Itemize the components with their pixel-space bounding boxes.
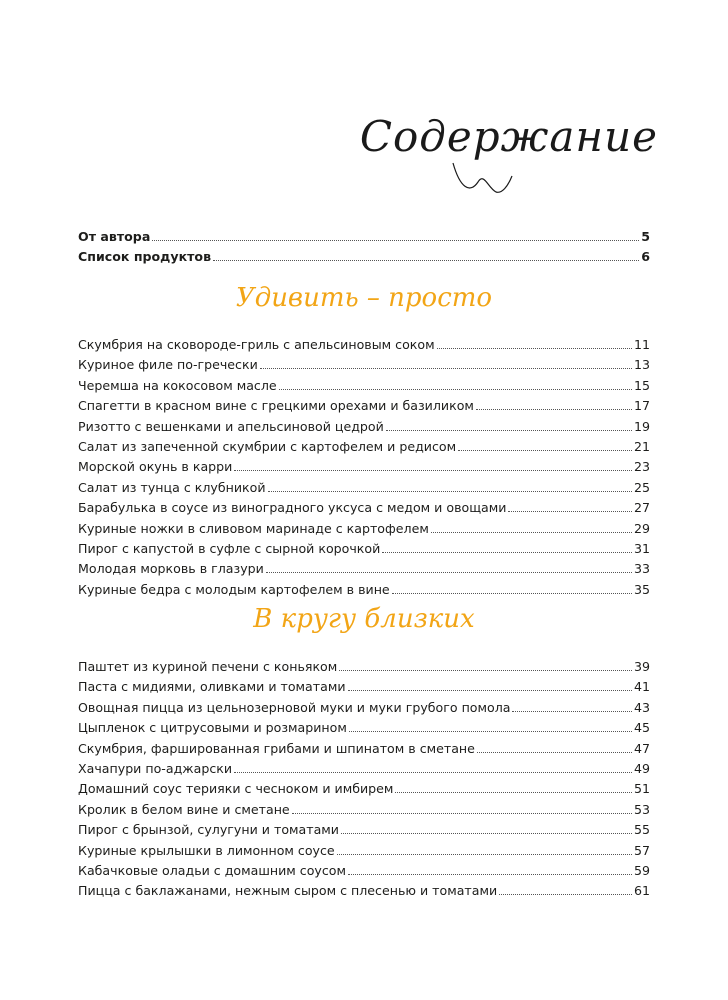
toc-entry-page-number: 55 [633,822,650,837]
toc-entry-page-number: 23 [633,459,650,474]
toc-entry [78,720,650,736]
dot-leader [458,450,632,451]
page-title: Содержание [359,112,658,161]
toc-entry-page-number: 13 [633,357,650,372]
toc-entry-title: Кабачковые оладьи с домашним соусом [78,863,347,878]
toc-entry [78,659,650,675]
toc-entry-page-number: 27 [633,500,650,515]
toc-entry-title: Паштет из куриной печени с коньяком [78,659,338,674]
toc-entry [78,500,650,516]
toc-entry [78,480,650,496]
toc-entry [78,229,650,245]
toc-entry-page-number: 61 [633,883,650,898]
toc-entry-page-number: 15 [633,378,650,393]
toc-entry-title: Куриные бедра с молодым картофелем в вине [78,582,390,597]
dot-leader [386,430,632,431]
toc-entry-title: Куриные ножки в сливовом маринаде с картофелем [78,521,429,536]
toc-entry-page-number: 31 [633,541,650,556]
toc-entry-title: Хачапури по-аджарски [78,761,233,776]
dot-leader [268,491,632,492]
dot-leader [341,833,632,834]
dot-leader [512,711,631,712]
toc-entry-page-number: 39 [633,659,650,674]
toc-entry-title: От автора [78,229,151,244]
dot-leader [339,670,632,671]
dot-leader [260,368,632,369]
toc-entry-title: Ризотто с вешенками и апельсиновой цедрой [78,419,384,434]
dot-leader [431,532,632,533]
toc-entry-page-number: 57 [633,843,650,858]
toc-entry-page-number: 53 [633,802,650,817]
toc-entry-page-number: 59 [633,863,650,878]
dot-leader [234,772,632,773]
toc-entry-title: Паста с мидиями, оливками и томатами [78,679,346,694]
toc-entry [78,863,650,879]
toc-entry [78,761,650,777]
toc-entry [78,521,650,537]
toc-entry-page-number: 43 [633,700,650,715]
dot-leader [392,593,632,594]
dot-leader [337,854,632,855]
toc-entry-title: Куриное филе по-гречески [78,357,258,372]
toc-entry-title: Скумбрия, фаршированная грибами и шпинатом в сметане [78,741,475,756]
toc-entry [78,883,650,899]
toc-entry-title: Домашний соус терияки с чесноком и имбирем [78,781,394,796]
toc-entry-page-number: 35 [633,582,650,597]
toc-entry-title: Пирог с капустой в суфле с сырной корочкой [78,541,381,556]
toc-entry [78,679,650,695]
toc-entry [78,249,650,265]
dot-leader [213,260,639,261]
dot-leader [349,731,632,732]
dot-leader [382,552,632,553]
toc-entry [78,843,650,859]
dot-leader [476,409,632,410]
toc-entry [78,541,650,557]
toc-entry-page-number: 45 [633,720,650,735]
dot-leader [279,389,632,390]
toc-entry-title: Скумбрия на сковороде-гриль с апельсиновым соком [78,337,435,352]
toc-entry-page-number: 11 [633,337,650,352]
section-heading: В кругу близких [253,604,475,634]
toc-entry-page-number: 49 [633,761,650,776]
dot-leader [266,572,632,573]
toc-entry-title: Морской окунь в карри [78,459,233,474]
toc-entry [78,439,650,455]
toc-entry-page-number: 25 [633,480,650,495]
toc-entry-title: Куриные крылышки в лимонном соусе [78,843,335,858]
toc-entry [78,357,650,373]
toc-entry-page-number: 51 [633,781,650,796]
toc-entry-page-number: 41 [633,679,650,694]
toc-entry-page-number: 19 [633,419,650,434]
toc-entry [78,378,650,394]
dot-leader [292,813,632,814]
toc-entry [78,802,650,818]
toc-entry-page-number: 5 [641,229,650,244]
toc-entry-page-number: 17 [633,398,650,413]
dot-leader [348,874,632,875]
toc-entry-page-number: 33 [633,561,650,576]
toc-entry-title: Овощная пицца из цельнозерновой муки и муки грубого помола [78,700,511,715]
toc-entry-title: Молодая морковь в глазури [78,561,264,576]
toc-entry-page-number: 29 [633,521,650,536]
toc-entry-title: Список продуктов [78,249,212,264]
toc-entry [78,561,650,577]
toc-entry-page-number: 21 [633,439,650,454]
dot-leader [395,792,632,793]
toc-entry-title: Салат из тунца с клубникой [78,480,266,495]
toc-entry-page-number: 6 [641,249,650,264]
toc-entry [78,419,650,435]
dot-leader [348,690,632,691]
toc-entry [78,337,650,353]
toc-entry [78,398,650,414]
dot-leader [152,240,639,241]
toc-entry [78,822,650,838]
toc-entry-page-number: 47 [633,741,650,756]
toc-entry-title: Пицца с баклажанами, нежным сыром с плесенью и томатами [78,883,498,898]
dot-leader [508,511,632,512]
toc-entry-title: Пирог с брынзой, сулугуни и томатами [78,822,339,837]
toc-entry [78,741,650,757]
dot-leader [234,470,632,471]
toc-entry-title: Спагетти в красном вине с грецкими орехами и базиликом [78,398,474,413]
section-heading: Удивить – просто [235,283,493,313]
dot-leader [437,348,632,349]
toc-entry-title: Салат из запеченной скумбрии с картофелем и редисом [78,439,457,454]
toc-entry-title: Кролик в белом вине и сметане [78,802,290,817]
toc-entry [78,781,650,797]
toc-entry-title: Цыпленок с цитрусовыми и розмарином [78,720,347,735]
title-flourish-decoration [448,158,518,198]
toc-entry [78,459,650,475]
dot-leader [499,894,632,895]
dot-leader [477,752,632,753]
toc-entry-title: Барабулька в соусе из виноградного уксуса с медом и овощами [78,500,507,515]
toc-entry [78,700,650,716]
toc-entry [78,582,650,598]
toc-entry-title: Черемша на кокосовом масле [78,378,277,393]
